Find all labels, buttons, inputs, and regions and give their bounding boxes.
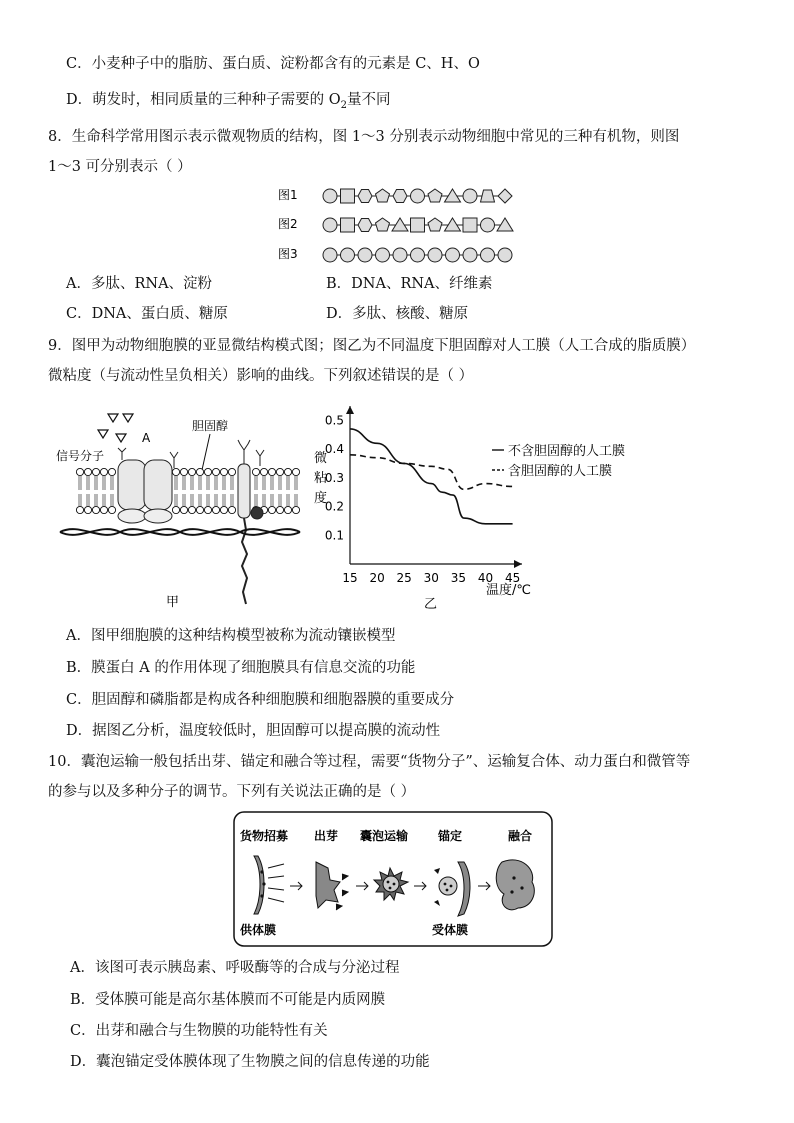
lipid-head-inner	[276, 506, 283, 513]
lipid-tail-outer	[175, 476, 177, 490]
signal-molecule-label: 信号分子	[56, 449, 105, 463]
acceptor-membrane-label: 受体膜	[432, 923, 469, 937]
membrane-figure	[50, 400, 312, 612]
q8-stem-line2: 1～3 可分别表示（ ）	[48, 159, 192, 175]
lipid-tail-outer	[111, 476, 113, 490]
q8-option-a: A．多肽、RNA、淀粉	[66, 276, 213, 292]
lipid-tail-outer	[231, 476, 233, 490]
lipid-tail-inner	[255, 494, 257, 506]
legend-dashed-label: 含胆固醇的人工膜	[508, 464, 613, 479]
x-tick-label: 35	[450, 571, 467, 585]
x-tick-label: 30	[423, 571, 439, 585]
monomer	[481, 248, 495, 262]
lipid-tail-outer	[103, 476, 105, 490]
monomer	[498, 248, 512, 262]
step-tethering: 锚定	[438, 829, 463, 843]
lipid-tail-inner	[287, 494, 289, 506]
lipid-tail-outer	[183, 476, 185, 490]
q9-option-a: A．图甲细胞膜的这种结构模型被称为流动镶嵌模型	[66, 628, 396, 644]
cholesterol-pointer	[202, 434, 210, 470]
fig-yi-caption: 乙	[424, 597, 438, 612]
glycoprotein	[238, 440, 263, 604]
q8-stem-line1: 8．生命科学常用图示表示微观物质的结构，图 1～3 分别表示动物细胞中常见的三种有机物，则图	[48, 129, 680, 145]
lipid-head-outer	[260, 468, 267, 475]
fig2-label: 图2	[278, 217, 298, 231]
step-fusion: 融合	[508, 829, 533, 843]
q7-option-d-sub: 2	[340, 99, 347, 111]
lipid-tail-outer	[263, 476, 265, 490]
lipid-head-inner	[180, 506, 187, 513]
legend-solid-label: 不含胆固醇的人工膜	[508, 444, 626, 459]
lipid-head-inner	[76, 506, 83, 513]
y-tick-label: 0.4	[324, 442, 344, 457]
x-tick-label: 15	[342, 571, 358, 585]
lipid-tail-outer	[87, 476, 89, 490]
lipid-head-outer	[268, 468, 275, 475]
lipid-head-inner	[204, 506, 211, 513]
monomer	[498, 189, 512, 203]
monomer	[446, 248, 460, 262]
lipid-tail-outer	[223, 476, 225, 490]
lipid-tail-inner	[95, 494, 97, 506]
lipid-head-inner	[268, 506, 275, 513]
q9-option-b: B．膜蛋白 A 的作用体现了细胞膜具有信息交流的功能	[66, 660, 416, 676]
lipid-tail-inner	[199, 494, 201, 506]
y-tick-label: 0.3	[324, 470, 344, 485]
monomer	[481, 190, 495, 202]
lipid-head-outer	[212, 468, 219, 475]
series-no-cholesterol	[350, 429, 513, 524]
monomer	[411, 218, 425, 232]
q8-option-b: B．DNA、RNA、纤维素	[326, 276, 493, 292]
q7-option-d	[66, 90, 391, 116]
lipid-head-inner	[196, 506, 203, 513]
lipid-head-outer	[188, 468, 195, 475]
fig2-chain	[323, 218, 513, 232]
monomer	[428, 218, 442, 231]
lipid-head-outer	[284, 468, 291, 475]
monomer	[358, 219, 372, 232]
lipid-tail-outer	[287, 476, 289, 490]
q9-stem-line2: 微粘度（与流动性呈负相关）影响的曲线。下列叙述错误的是（ ）	[48, 368, 474, 384]
monomer	[341, 248, 355, 262]
monomer	[358, 190, 372, 203]
lipid-head-outer	[252, 468, 259, 475]
lipid-tail-inner	[175, 494, 177, 506]
step-recruit: 货物招募	[240, 829, 289, 843]
q7-option-d-post: 量不同	[347, 92, 391, 108]
monomer	[463, 189, 477, 203]
monomer	[376, 248, 390, 262]
lipid-head-outer	[276, 468, 283, 475]
lipid-tail-inner	[207, 494, 209, 506]
q7-option-d-pre: D．萌发时，相同质量的三种种子需要的 O	[66, 92, 341, 108]
other-glycoproteins	[170, 450, 264, 468]
lipid-tail-inner	[271, 494, 273, 506]
monomer	[393, 190, 407, 203]
lipid-tail-outer	[271, 476, 273, 490]
fig3-chain	[323, 248, 512, 262]
monomer	[463, 248, 477, 262]
fig3-label: 图3	[278, 247, 298, 261]
x-tick-label: 25	[396, 571, 412, 585]
lipid-tail-inner	[183, 494, 185, 506]
y-label-char-3: 度	[314, 491, 328, 506]
lipid-tail-inner	[87, 494, 89, 506]
lipid-tail-inner	[231, 494, 233, 506]
monomer	[428, 189, 442, 202]
monomer	[323, 218, 337, 232]
x-tick-label: 20	[369, 571, 385, 585]
lipid-head-inner	[84, 506, 91, 513]
lipid-tail-outer	[95, 476, 97, 490]
step-budding: 出芽	[314, 829, 339, 843]
x-tick-label: 40	[477, 571, 494, 585]
fusion-shape	[496, 860, 534, 910]
lipid-head-outer	[204, 468, 211, 475]
lipid-head-inner	[220, 506, 227, 513]
y-tick-label: 0.1	[324, 528, 344, 543]
x-tick-label: 45	[504, 571, 521, 585]
lipid-tail-outer	[191, 476, 193, 490]
receptor-protein-a	[118, 448, 172, 523]
lipid-tail-inner	[79, 494, 81, 506]
q10-stem-line2: 的参与以及多种分子的调节。下列有关说法正确的是（ ）	[48, 784, 416, 800]
lipid-tail-inner	[279, 494, 281, 506]
lipid-head-inner	[228, 506, 235, 513]
fig1-chain	[323, 189, 512, 203]
y-label-char-1: 微	[314, 451, 328, 466]
q9-option-c: C．胆固醇和磷脂都是构成各种细胞膜和细胞器膜的重要成分	[66, 692, 455, 708]
fig-jia-caption: 甲	[166, 595, 180, 610]
lipid-head-inner	[188, 506, 195, 513]
lipid-tail-outer	[199, 476, 201, 490]
monomer	[411, 189, 425, 203]
q8-figure	[270, 182, 530, 266]
lipid-head-outer	[228, 468, 235, 475]
lipid-tail-inner	[263, 494, 265, 506]
cholesterol-label: 胆固醇	[192, 419, 229, 433]
q10-option-b: B．受体膜可能是高尔基体膜而不可能是内质网膜	[70, 992, 386, 1008]
q10-stem-line1: 10．囊泡运输一般包括出芽、锚定和融合等过程，需要“货物分子”、运输复合体、动力蛋白和微管等	[48, 754, 691, 770]
lipid-head-inner	[284, 506, 291, 513]
protein-a-label: A	[142, 431, 151, 445]
y-tick-label: 0.2	[324, 499, 344, 514]
q8-option-c: C．DNA、蛋白质、糖原	[66, 306, 228, 322]
lipid-tail-inner	[215, 494, 217, 506]
viscosity-chart	[306, 398, 658, 612]
monomer	[341, 218, 355, 232]
y-axis-arrow	[346, 406, 354, 414]
lipid-head-outer	[220, 468, 227, 475]
lipid-head-outer	[196, 468, 203, 475]
monomer	[323, 248, 337, 262]
x-axis-label: 温度/℃	[486, 583, 531, 598]
lipid-tail-outer	[255, 476, 257, 490]
monomer	[481, 218, 495, 232]
donor-membrane-label: 供体膜	[240, 923, 277, 937]
lipid-head-outer	[172, 468, 179, 475]
lipid-tail-inner	[103, 494, 105, 506]
lipid-head-inner	[108, 506, 115, 513]
step-transport: 囊泡运输	[360, 829, 409, 843]
monomer	[393, 248, 407, 262]
lipid-head-outer	[180, 468, 187, 475]
monomer	[323, 189, 337, 203]
monomer	[411, 248, 425, 262]
signal-molecules	[98, 414, 133, 442]
lipid-head-inner	[92, 506, 99, 513]
q10-option-d: D．囊泡锚定受体膜体现了生物膜之间的信息传递的功能	[70, 1054, 430, 1070]
lipid-head-outer	[292, 468, 299, 475]
q8-option-d: D．多肽、核酸、糖原	[326, 306, 469, 322]
q10-option-c: C．出芽和融合与生物膜的功能特性有关	[70, 1023, 328, 1039]
x-axis-arrow	[514, 560, 522, 568]
lipid-tail-outer	[279, 476, 281, 490]
lipid-tail-outer	[295, 476, 297, 490]
phospholipid-bilayer	[76, 468, 299, 513]
lipid-head-outer	[84, 468, 91, 475]
monomer	[376, 189, 390, 202]
monomer	[358, 248, 372, 262]
lipid-head-outer	[108, 468, 115, 475]
lipid-head-inner	[212, 506, 219, 513]
lipid-tail-inner	[295, 494, 297, 506]
q7-option-c: C．小麦种子中的脂肪、蛋白质、淀粉都含有的元素是 C、H、O	[66, 56, 480, 72]
q9-option-d: D．据图乙分析，温度较低时，胆固醇可以提高膜的流动性	[66, 723, 441, 739]
vesicle-transport-figure	[232, 810, 556, 950]
lipid-tail-outer	[215, 476, 217, 490]
y-label-char-2: 粘	[314, 471, 328, 486]
q10-option-a: A．该图可表示胰岛素、呼吸酶等的合成与分泌过程	[70, 960, 400, 976]
y-tick-label: 0.5	[324, 413, 344, 428]
monomer	[341, 189, 355, 203]
monomer	[463, 218, 477, 232]
lipid-head-inner	[292, 506, 299, 513]
fig1-label: 图1	[278, 188, 298, 202]
q9-stem-line1: 9．图甲为动物细胞膜的亚显微结构模式图；图乙为不同温度下胆固醇对人工膜（人工合成的脂质膜）	[48, 338, 696, 354]
lipid-head-outer	[100, 468, 107, 475]
lipid-tail-inner	[111, 494, 113, 506]
lipid-head-outer	[76, 468, 83, 475]
lipid-tail-outer	[79, 476, 81, 490]
lipid-head-inner	[100, 506, 107, 513]
lipid-tail-inner	[191, 494, 193, 506]
lipid-head-outer	[92, 468, 99, 475]
lipid-tail-inner	[223, 494, 225, 506]
lipid-tail-outer	[207, 476, 209, 490]
monomer	[428, 248, 442, 262]
monomer	[376, 218, 390, 231]
lipid-head-inner	[172, 506, 179, 513]
